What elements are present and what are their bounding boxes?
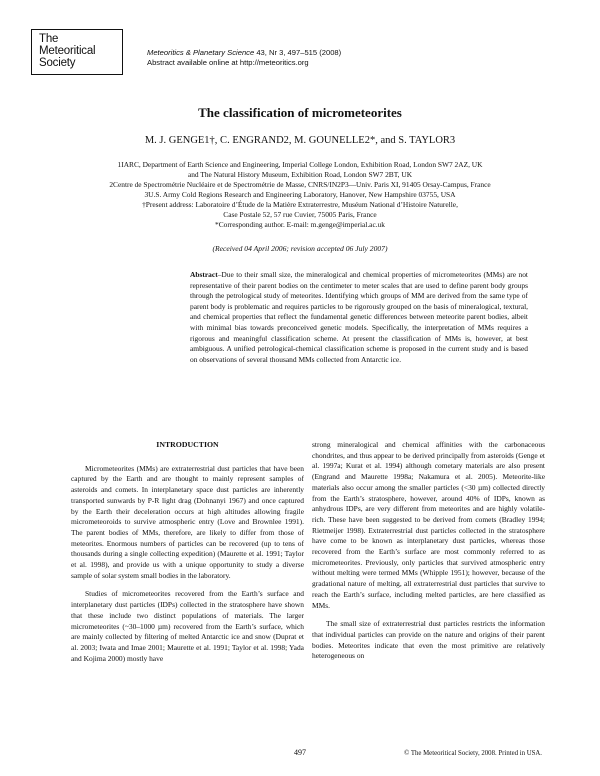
abstract-text: –Due to their small size, the mineralogical and chemical properties of micrometeorites (MMs) are not representative of their parent bodies on the centimeter to meter scales that are used to define parent body groups through the petrological study of meteorites. Identifying which groups of MM are derived from the same type of parent body is problematic and requires particles to be rigorously grouped on the basis of mineralogical, textural, and chemical properties that reflect the fundamental genetic differences between meteorite parent bodies, albeit with minimal bias towards preconceived genetic models. Specifically, the interpretation of MMs requires a rigorous and meaningful classification scheme. At present the classification of MMs is, however, at best ambiguous. A unified petrological-chemical classification scheme is proposed in the current study and is based on observations of several thousand MMs collected from Antarctic ice.	[190, 270, 528, 364]
affiliation-line: †Present address: Laboratoire d’Étude de la Matière Extraterrestre, Muséum National d’Histoire Naturelle,	[142, 200, 458, 209]
logo-line-3: Society	[39, 57, 76, 69]
article-title: The classification of micrometeorites	[198, 105, 402, 120]
journal-header	[147, 48, 341, 68]
logo-line-2: Meteoritical	[39, 45, 96, 57]
left-column	[71, 440, 304, 664]
abstract-label: Abstract	[190, 270, 218, 279]
affiliations	[40, 160, 560, 230]
received-dates: (Received 04 April 2006; revision accepted 06 July 2007)	[212, 244, 388, 253]
affiliation-line: 1IARC, Department of Earth Science and Engineering, Imperial College London, Exhibition Road, London SW7 2AZ, UK	[117, 160, 483, 169]
body-paragraph: The small size of extraterrestrial dust particles restricts the information that individual particles can provide on the nature and origins of their parent bodies. Meteorites indicate that even the most primitive are relatively heterogeneous on	[312, 619, 545, 661]
journal-online-link[interactable]: Abstract available online at http://meteoritics.org	[147, 58, 309, 67]
copyright-notice: © The Meteoritical Society, 2008. Printed in USA.	[404, 750, 542, 757]
affiliation-line: 2Centre de Spectrométrie Nucléaire et de Spectrométrie de Masse, CNRS/IN2P3—Univ. Paris XI, 91405 Orsay-Campus, France	[109, 180, 491, 189]
corresponding-author: *Corresponding author. E-mail: m.genge@imperial.ac.uk	[215, 220, 385, 229]
abstract	[190, 270, 528, 365]
body-paragraph: Micrometeorites (MMs) are extraterrestrial dust particles that have been captured by the Earth and are thought to mainly represent samples of asteroids and comets. In interplanetary space dust particles are inherently transported sunwards by P-R light drag (Dohnanyi 1967) and once captured by the Earth their deceleration occurs at high altitudes allowing fragile micrometeoroids to survive atmospheric entry (Love and Brownlee 1991). The parent bodies of MMs, therefore, are likely to differ from those of meteorites. Enormous numbers of particles can be recovered (up to tens of thousands during a single collecting expedition) (Maurette et al. 1991; Taylor et al. 1998), and provide us with a unique opportunity to study a diverse sample of solar system small bodies in the laboratory.	[71, 463, 304, 580]
section-heading: INTRODUCTION	[156, 440, 219, 449]
logo-line-1: The	[39, 33, 59, 45]
right-column	[312, 440, 545, 662]
body-paragraph: Studies of micrometeorites recovered from the Earth’s surface and interplanetary dust particles (IDPs) collected in the stratosphere have shown that these include two distinct populations of materials. The larger micrometeorites (~30–1000 µm) recovered from the Earth’s surface, which are mainly collected by filtering of melted Antarctic ice and snow (Duprat et al. 2003; Iwata and Imae 2001; Maurette et al. 1991; Taylor et al. 1998; Yada and Kojima 2000) mostly have	[71, 589, 304, 663]
page-number: 497	[294, 748, 306, 757]
journal-name: Meteoritics & Planetary Science	[147, 48, 255, 57]
body-paragraph: strong mineralogical and chemical affinities with the carbonaceous chondrites, and thus appear to be derived principally from asteroids (Genge et al. 1997a; Kurat et al. 1994) although cometary materials are also present (Engrand and Maurette 1998a; Nakamura et al. 2005). Meteorite-like materials also occur among the smaller particles (<30 µm) collected directly from the Earth’s stratosphere, however, around 40% of IDPs, known as anhydrous IDPs, are very different from meteorites and are highly volatile-rich. These have been suggested to be derived from comets (Bradley 1994; Rietmeijer 1998). Extraterrestrial dust particles collected in the stratosphere have come to be known as interplanetary dust particles, whereas those recovered from the Earth’s surface are most commonly referred to as micrometeorites. Previously, only particles that survived atmospheric entry without melting were termed MMs (Whipple 1951); however, because of the gradational nature of melting, all extraterrestrial dust particles that survive to reach the Earth’s surface, including melted particles, are here classified as MMs.	[312, 440, 545, 610]
affiliation-line: Case Postale 52, 57 rue Cuvier, 75005 Paris, France	[223, 210, 377, 219]
affiliation-line: and The Natural History Museum, Exhibition Road, London SW7 2BT, UK	[187, 170, 413, 179]
society-logo	[31, 29, 123, 75]
article-authors: M. J. GENGE1†, C. ENGRAND2, M. GOUNELLE2*, and S. TAYLOR3	[144, 135, 456, 146]
affiliation-line: 3U.S. Army Cold Regions Research and Engineering Laboratory, Hanover, New Hampshire 03755, USA	[144, 190, 456, 199]
journal-citation: 43, Nr 3, 497–515 (2008)	[256, 48, 342, 57]
